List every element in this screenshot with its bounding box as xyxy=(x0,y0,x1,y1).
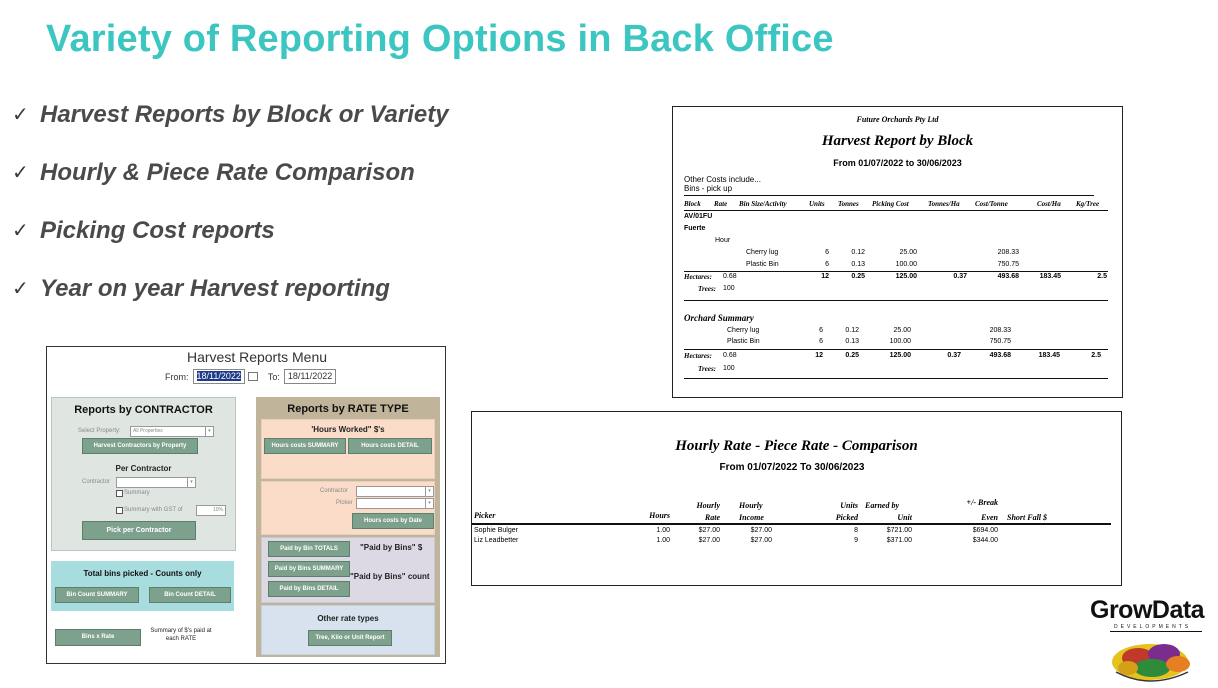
hours-by-date-section xyxy=(261,481,435,535)
bullet-item: ✓ Harvest Reports by Block or Variety xyxy=(12,98,449,156)
comparison-title: Hourly Rate - Piece Rate - Comparison xyxy=(675,438,918,454)
hours-worked-section xyxy=(261,419,435,479)
summary-trees-row: Trees: 100 xyxy=(698,365,735,373)
report-company: Future Orchards Pty Ltd xyxy=(856,115,939,124)
per-contractor-heading: Per Contractor xyxy=(115,464,172,473)
hours-costs-detail-button[interactable]: Hours costs DETAIL xyxy=(348,438,432,454)
paid-by-bin-totals-button[interactable]: Paid by Bin TOTALS xyxy=(268,541,350,557)
divider xyxy=(684,195,1094,196)
bins-x-rate-desc-2: each RATE xyxy=(165,636,197,642)
comparison-header: Picker Hours Hourly Rate Hourly Income Units Picked Earned by Unit +/- Break Even Short Fall $ xyxy=(474,498,1048,522)
checkmark-icon: ✓ xyxy=(12,162,29,184)
rate-picker-label: Picker xyxy=(336,500,353,506)
slide-title: Variety of Reporting Options in Back Office xyxy=(46,18,834,60)
table-row: Liz Leadbetter 1.00 $27.00 $27.00 9 $371.00 $344.00 xyxy=(474,537,998,544)
other-rate-section xyxy=(261,605,435,655)
tree-kilo-unit-button[interactable]: Tree, Kilo or Unit Report xyxy=(308,630,392,646)
summary-totals-row: Hectares: 0.68 12 0.25 125.00 0.37 493.68 183.45 2.5 xyxy=(684,352,1101,360)
orchard-summary-title: Orchard Summary xyxy=(684,313,754,323)
rate-contractor-select[interactable] xyxy=(356,486,434,497)
chevron-down-icon: ▾ xyxy=(205,427,213,436)
paid-by-bins-section xyxy=(261,537,435,603)
date-range xyxy=(165,369,336,384)
growdata-logo xyxy=(1090,596,1212,686)
menu-title: Harvest Reports Menu xyxy=(186,349,328,365)
rate-type: Hour xyxy=(715,237,731,244)
paid-by-bins-count-label: "Paid by Bins" count xyxy=(350,572,430,581)
contractor-heading: Reports by CONTRACTOR xyxy=(74,404,213,416)
from-label: From: xyxy=(165,371,189,382)
trees-row: Trees: 100 xyxy=(698,285,735,293)
bin-count-detail-button[interactable]: Bin Count DETAIL xyxy=(149,587,231,603)
checkmark-icon: ✓ xyxy=(12,220,29,242)
table-row: Cherry lug 6 0.12 25.00 208.33 xyxy=(727,327,1011,334)
report-title: Harvest Report by Block xyxy=(821,133,974,149)
select-property-label: Select Property: xyxy=(78,428,121,434)
bins-heading: Total bins picked - Counts only xyxy=(83,569,202,578)
rate-picker-select[interactable] xyxy=(356,498,434,509)
property-select[interactable]: All Properties ▾ xyxy=(130,426,214,437)
summary-gst-label: Summary with GST of xyxy=(124,507,183,513)
logo-sub: DEVELOPMENTS xyxy=(1114,624,1192,630)
variety: Fuerte xyxy=(684,225,706,232)
bullet-item: ✓ Hourly & Piece Rate Comparison xyxy=(12,156,449,214)
bins-x-rate-button[interactable]: Bins x Rate xyxy=(55,629,141,646)
fruit-basket-icon xyxy=(1108,632,1202,684)
paid-by-bins-dollars-label: "Paid by Bins" $ xyxy=(360,543,423,552)
comparison-period: From 01/07/2022 To 30/06/2023 xyxy=(719,462,865,473)
contractor-panel xyxy=(51,397,236,551)
gst-input[interactable]: 10% xyxy=(196,505,226,516)
table-row: Plastic Bin 6 0.13 100.00 750.75 xyxy=(727,338,1011,345)
block-code: AV/01FU xyxy=(684,213,713,220)
paid-by-bins-detail-button[interactable]: Paid by Bins DETAIL xyxy=(268,581,350,597)
bullet-item: ✓ Picking Cost reports xyxy=(12,214,449,272)
rate-contractor-label: Contractor xyxy=(320,488,349,494)
hourly-piece-rate-comparison xyxy=(471,411,1122,586)
summary-label: Summary xyxy=(124,490,150,496)
table-header: Block Rate Bin Size/Activity Units Tonnes Picking Cost Tonnes/Ha Cost/Tonne Cost/Ha Kg/Tree xyxy=(684,200,1100,208)
chevron-down-icon: ▾ xyxy=(187,478,195,487)
bins-x-rate-desc-1: Summary of $'s paid at xyxy=(150,628,212,634)
calendar-icon[interactable] xyxy=(248,372,258,381)
checkmark-icon: ✓ xyxy=(12,104,29,126)
contractor-label: Contractor xyxy=(82,479,111,485)
paid-by-bins-summary-button[interactable]: Paid by Bins SUMMARY xyxy=(268,561,350,577)
bins-panel xyxy=(51,561,234,611)
summary-gst-checkbox[interactable] xyxy=(116,507,123,514)
pick-per-contractor-button[interactable]: Pick per Contractor xyxy=(82,521,196,540)
hours-costs-summary-button[interactable]: Hours costs SUMMARY xyxy=(264,438,346,454)
contractor-select[interactable] xyxy=(116,477,196,488)
bullet-list xyxy=(12,98,449,330)
report-period: From 01/07/2022 to 30/06/2023 xyxy=(833,158,962,168)
table-row: Sophie Bulger 1.00 $27.00 $27.00 8 $721.00 $694.00 xyxy=(474,527,998,534)
other-costs-label: Other Costs include... xyxy=(684,175,761,184)
logo-name: GrowData xyxy=(1090,596,1205,624)
to-label: To: xyxy=(267,371,280,382)
harvest-contractors-button[interactable]: Harvest Contractors by Property xyxy=(82,438,198,454)
rate-type-panel xyxy=(256,397,440,657)
summary-checkbox[interactable] xyxy=(116,490,123,497)
totals-row: Hectares: 0.68 12 0.25 125.00 0.37 493.68 183.45 2.5 xyxy=(684,273,1107,281)
chevron-down-icon: ▾ xyxy=(425,487,433,496)
bin-count-summary-button[interactable]: Bin Count SUMMARY xyxy=(55,587,139,603)
harvest-reports-menu xyxy=(46,346,446,664)
hours-by-date-button[interactable]: Hours costs by Date xyxy=(352,513,434,529)
other-costs-item: Bins - pick up xyxy=(684,184,733,193)
from-date-input[interactable]: 18/11/2022 xyxy=(193,369,245,384)
table-row: Cherry lug 6 0.12 25.00 208.33 xyxy=(746,249,1019,256)
harvest-report-by-block xyxy=(672,106,1123,398)
hours-worked-label: 'Hours Worked" $'s xyxy=(311,425,385,434)
to-date-input[interactable]: 18/11/2022 xyxy=(284,369,336,384)
bullet-item: ✓ Year on year Harvest reporting xyxy=(12,272,449,330)
table-row: Plastic Bin 6 0.13 100.00 750.75 xyxy=(746,261,1019,268)
checkmark-icon: ✓ xyxy=(12,278,29,300)
chevron-down-icon: ▾ xyxy=(425,499,433,508)
rate-type-heading: Reports by RATE TYPE xyxy=(287,403,409,415)
other-rate-heading: Other rate types xyxy=(317,614,379,623)
